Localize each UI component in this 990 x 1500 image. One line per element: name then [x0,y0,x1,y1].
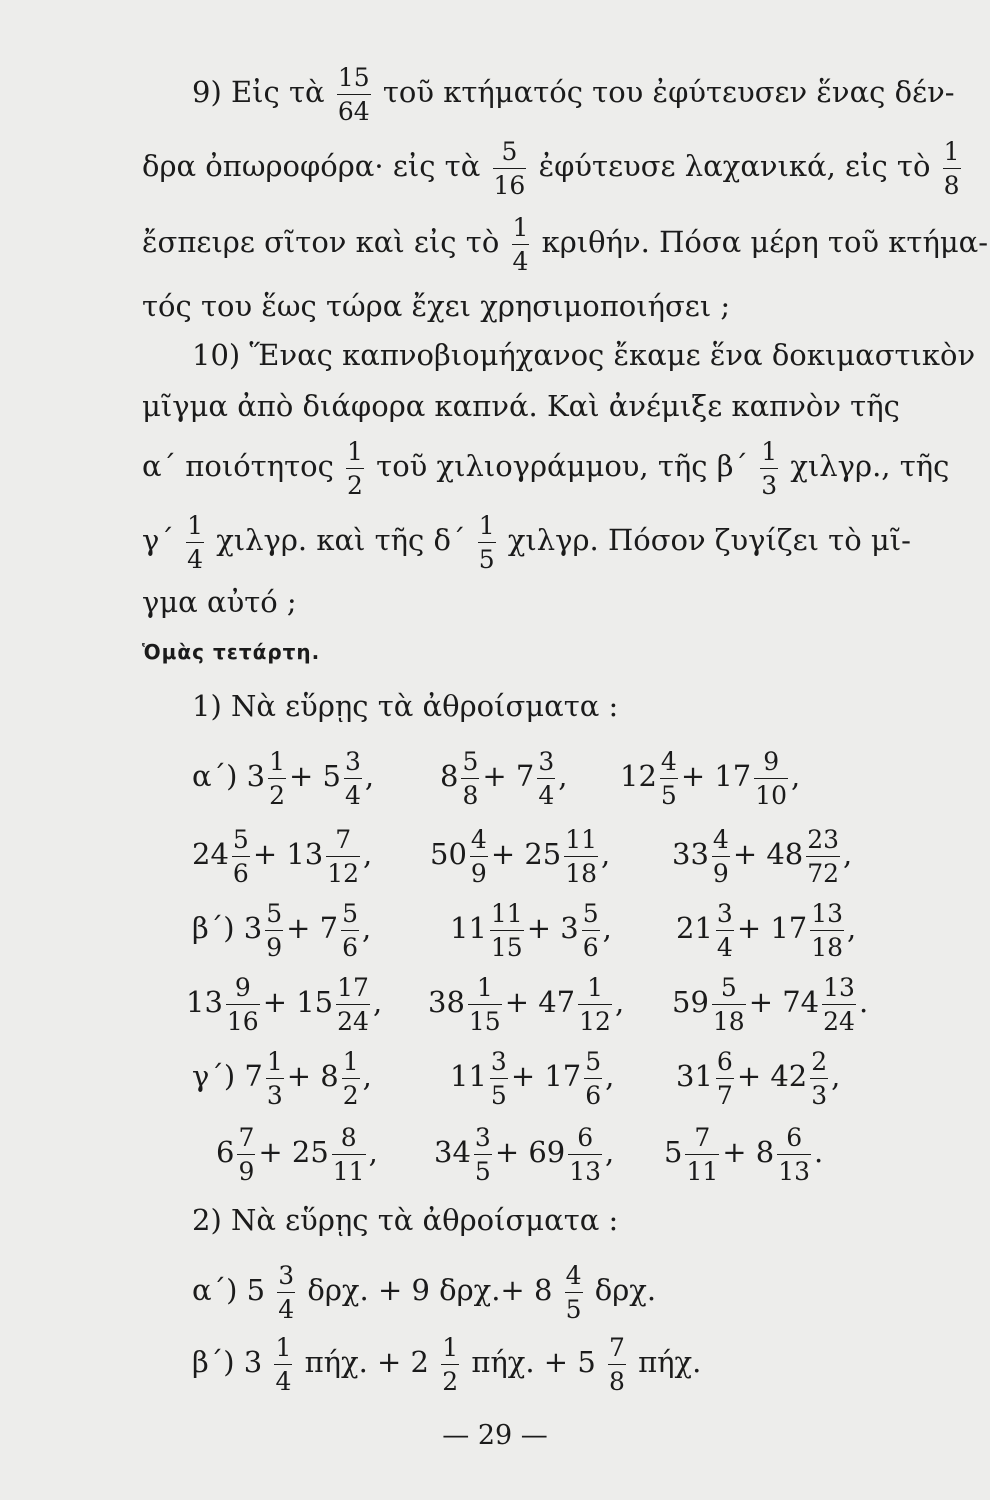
fraction: $\frac{3}{5}$ [490,1046,507,1110]
punctuation: , [605,1059,615,1093]
fraction: $\frac{5}{6}$ [585,1046,602,1110]
punctuation: , [831,1059,841,1093]
plus-term: + 42 [736,1059,808,1093]
fraction: $\frac{3}{5}$ [474,1122,491,1186]
problem-9-text: τός του ἕως τώρα ἔχει χρησιμοποιήσει ; [142,289,731,323]
item-text: δρχ. [594,1273,657,1307]
fraction: $\frac{23}{72}$ [807,824,840,888]
punctuation: , [847,911,857,945]
fraction: $\frac{17}{24}$ [337,972,369,1036]
whole-part: 12 [620,759,657,793]
sum-row [0,892,990,964]
fraction: $\frac{1}{4}$ [187,510,203,574]
problem-9-line-3 [0,206,990,278]
whole-part: 34 [434,1135,471,1169]
fraction: $\frac{3}{4}$ [716,898,733,962]
fraction: $\frac{1}{2}$ [342,1046,359,1110]
fraction: $\frac{8}{11}$ [332,1122,365,1186]
sum-row [0,1040,990,1112]
plus-term: + 25 [258,1135,329,1169]
plus-term: + 7 [482,759,535,793]
problem-9-label: 9) [192,75,222,109]
sum-row [0,818,990,890]
plus-term: + 48 [732,837,804,871]
sum-expression [672,818,852,890]
punctuation: , [368,1135,378,1169]
punctuation: , [843,837,853,871]
plus-term: + 13 [252,837,324,871]
punctuation: , [601,837,611,871]
sum-row [0,1116,990,1188]
whole-part: 6 [216,1135,235,1169]
fraction: $\frac{4}{5}$ [565,1260,582,1324]
sum-expression [192,818,372,890]
plus-term: + 15 [262,985,334,1019]
sum-expression [186,966,382,1038]
section-heading: Ὁμὰς τετάρτη. [142,640,321,664]
fraction: $\frac{5}{18}$ [712,972,745,1036]
whole-part: 13 [186,985,223,1019]
plus-term: + 69 [494,1135,566,1169]
item-label: β΄) 3 [192,1345,263,1379]
exercise-2-title-text: 2) Νὰ εὕρῃς τὰ ἀθροίσματα : [192,1203,619,1237]
fraction: $\frac{1}{4}$ [275,1332,292,1396]
problem-10-text: χιλγρ., τῆς [790,449,950,483]
fraction: $\frac{4}{5}$ [660,746,677,810]
whole-part: 5 [664,1135,683,1169]
punctuation: , [602,911,612,945]
problem-9-line-2 [0,130,990,202]
fraction: $\frac{3}{4}$ [538,746,555,810]
sum-expression [620,740,800,812]
page-number: — 29 — [442,1420,548,1451]
exercise-2-item-b [0,1326,990,1398]
fraction: $\frac{5}{6}$ [232,824,249,888]
sum-expression [672,966,868,1038]
punctuation: , [605,1135,615,1169]
problem-9-text: ἐφύτευσε λαχανικά, εἰς τὸ [538,149,931,183]
exercise-1-title [0,670,990,742]
fraction: $\frac{4}{9}$ [712,824,729,888]
fraction: $\frac{3}{4}$ [344,746,361,810]
fraction: $\frac{5}{9}$ [266,898,283,962]
problem-10-line-5 [0,566,990,638]
fraction: $\frac{1}{2}$ [442,1332,459,1396]
plus-term: + 8 [286,1059,339,1093]
plus-term: + 25 [490,837,562,871]
fraction: $\frac{6}{7}$ [716,1046,733,1110]
problem-10-text: α΄ ποιότητος [142,449,334,483]
punctuation: , [372,985,383,1019]
problem-10-line-3 [0,430,990,502]
item-label: α΄) 5 [192,1273,266,1307]
fraction: $\frac{7}{9}$ [238,1122,255,1186]
fraction: $\frac{6}{13}$ [778,1122,811,1186]
whole-part: 8 [440,759,459,793]
whole-part: α΄) 3 [192,759,266,793]
sum-expression [450,1040,614,1112]
item-text: πήχ. + 5 [471,1345,596,1379]
whole-part: 11 [450,1059,487,1093]
sum-expression [192,892,371,964]
whole-part: 11 [450,911,487,945]
problem-9-text: τοῦ κτήματός του ἐφύτευσεν ἕνας δέν- [382,75,955,109]
item-text: δρχ. + 9 δρχ.+ 8 [307,1273,553,1307]
plus-term: + 8 [722,1135,775,1169]
sum-expression [430,818,610,890]
whole-part: 33 [672,837,709,871]
fraction: $\frac{5}{6}$ [342,898,359,962]
fraction: $\frac{5}{8}$ [462,746,479,810]
punctuation: , [362,1059,372,1093]
fraction: $\frac{1}{3}$ [761,436,778,500]
whole-part: 24 [192,837,229,871]
exercise-2-title [0,1184,990,1256]
whole-part: 31 [676,1059,713,1093]
fraction: $\frac{9}{10}$ [755,746,788,810]
fraction: $\frac{11}{18}$ [565,824,598,888]
problem-10-text: γμα αὐτό ; [142,585,297,619]
punctuation: , [614,985,625,1019]
fraction: $\frac{9}{16}$ [226,972,259,1036]
sum-expression [676,1040,840,1112]
punctuation: , [364,759,375,793]
problem-9-text: Εἰς τὰ [230,75,325,109]
sum-expression [676,892,856,964]
problem-9-text: ἔσπειρε σῖτον καὶ εἰς τὸ [142,225,500,259]
sum-expression [440,740,567,812]
problem-10-text: χιλγρ. καὶ τῆς δ΄ [216,523,466,557]
fraction: $\frac{5}{6}$ [582,898,599,962]
fraction: $\frac{1}{2}$ [269,746,285,810]
punctuation: , [558,759,568,793]
sum-row [0,740,990,812]
problem-10-text: 10) Ἕνας καπνοβιομήχανος ἔκαμε ἕνα δοκιμαστικὸν [192,338,976,372]
fraction: $\frac{11}{15}$ [490,898,523,962]
plus-term: + 5 [288,759,341,793]
exercise-1-title-text: 1) Νὰ εὕρῃς τὰ ἀθροίσματα : [192,689,619,723]
problem-10-text: μῖγμα ἀπὸ διάφορα καπνά. Καὶ ἀνέμιξε καπνὸν τῆς [142,389,900,423]
fraction: $\frac{7}{11}$ [686,1122,719,1186]
fraction: $\frac{3}{4}$ [278,1260,295,1324]
problem-10-text: τοῦ χιλιογράμμου, τῆς β΄ [376,449,749,483]
problem-9-line-1 [0,56,990,128]
plus-term: + 17 [510,1059,582,1093]
punctuation: , [791,759,801,793]
exercise-2-item-a [0,1254,990,1326]
fraction: $\frac{7}{12}$ [327,824,360,888]
sum-expression [192,740,374,812]
sum-expression [428,966,624,1038]
sum-expression [450,892,612,964]
sum-expression [216,1116,378,1188]
fraction: $\frac{1}{2}$ [347,436,363,500]
fraction: $\frac{1}{12}$ [579,972,611,1036]
fraction: $\frac{7}{8}$ [609,1332,625,1396]
fraction: $\frac{2}{3}$ [811,1046,828,1110]
problem-10-text: γ΄ [142,523,174,557]
whole-part: γ΄) 7 [192,1059,263,1093]
plus-term: + 47 [504,985,576,1019]
fraction: $\frac{5}{16}$ [493,136,526,200]
item-text: πήχ. + 2 [304,1345,430,1379]
item-text: πήχ. [638,1345,702,1379]
whole-part: 38 [428,985,465,1019]
plus-term: + 7 [286,911,339,945]
sum-expression [434,1116,614,1188]
fraction: $\frac{1}{5}$ [478,510,495,574]
problem-9-text: κριθήν. Πόσα μέρη τοῦ κτήμα- [541,225,989,259]
whole-part: β΄) 3 [192,911,263,945]
punctuation: . [814,1135,824,1169]
fraction: $\frac{13}{18}$ [811,898,844,962]
fraction: $\frac{1}{4}$ [512,212,529,276]
punctuation: . [858,985,869,1019]
fraction: $\frac{1}{15}$ [468,972,501,1036]
punctuation: , [363,837,373,871]
problem-10-text: χιλγρ. Πόσον ζυγίζει τὸ μῖ- [507,523,911,557]
problem-9-text: δρα ὀπωροφόρα· εἰς τὰ [142,149,481,183]
whole-part: 21 [676,911,713,945]
fraction: $\frac{1}{3}$ [266,1046,283,1110]
fraction: $\frac{13}{24}$ [823,972,855,1036]
sum-expression [664,1116,823,1188]
plus-term: + 17 [736,911,808,945]
fraction: $\frac{6}{13}$ [569,1122,602,1186]
fraction: $\frac{15}{64}$ [337,62,370,126]
punctuation: , [362,911,372,945]
plus-term: + 17 [680,759,752,793]
whole-part: 59 [672,985,709,1019]
sum-expression [192,1040,372,1112]
plus-term: + 3 [526,911,579,945]
whole-part: 50 [430,837,467,871]
plus-term: + 74 [748,985,820,1019]
sum-row [0,966,990,1038]
fraction: $\frac{1}{8}$ [943,136,960,200]
fraction: $\frac{4}{9}$ [470,824,487,888]
